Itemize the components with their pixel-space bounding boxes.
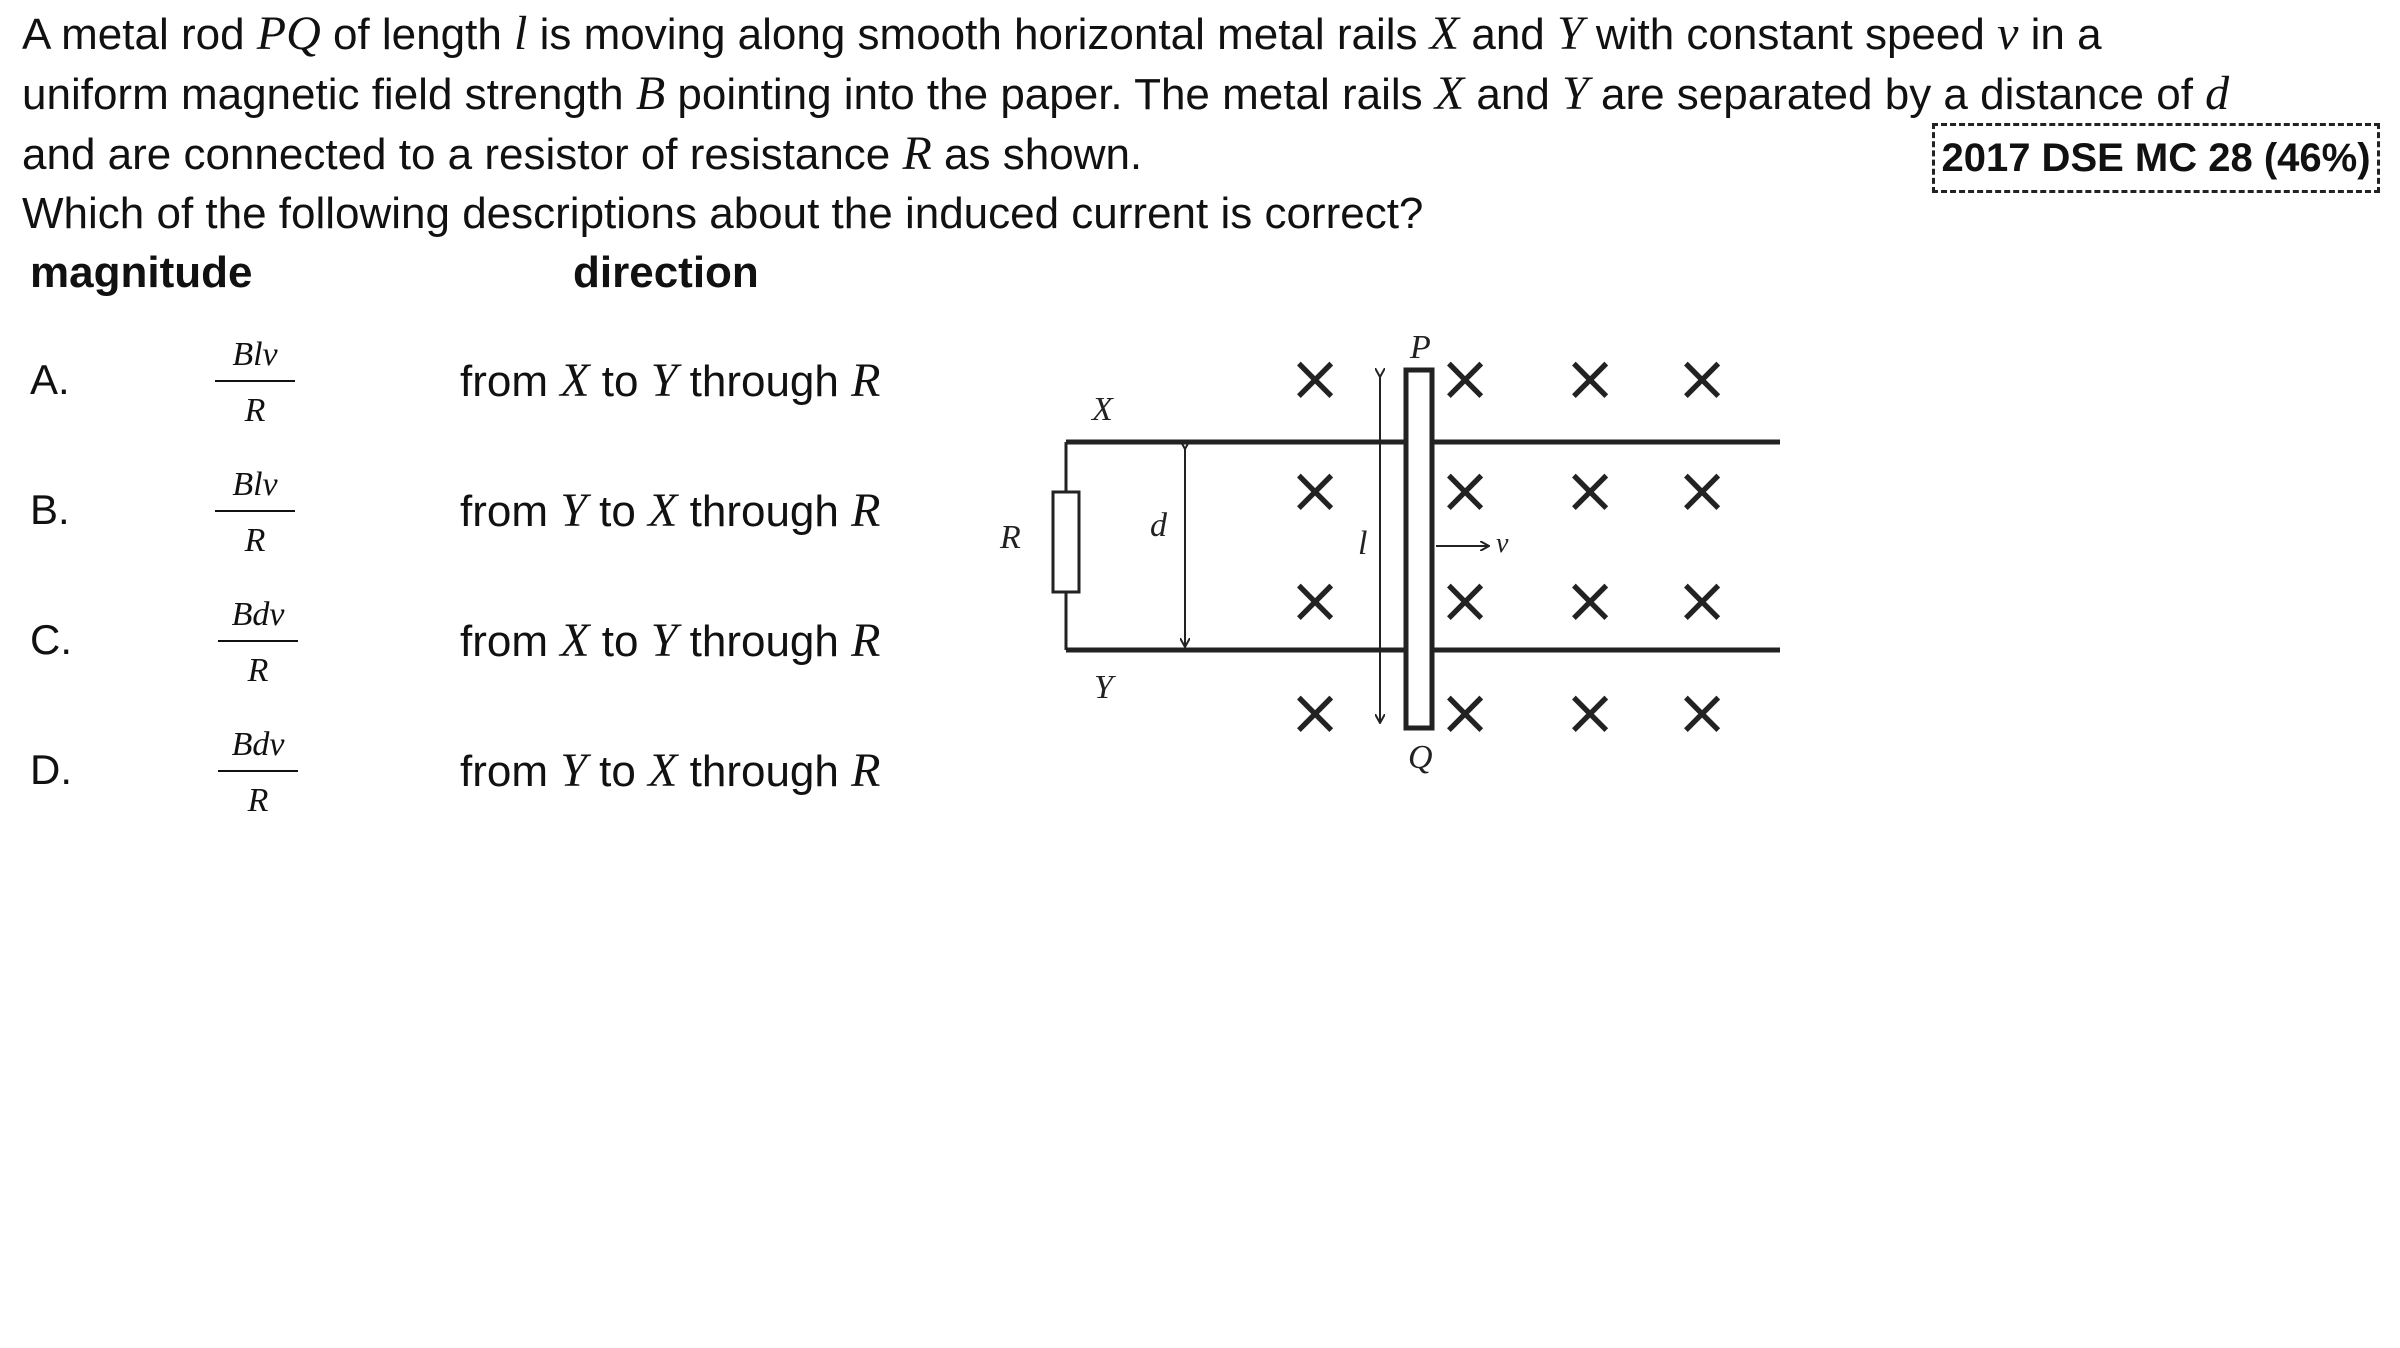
direction-text: from — [460, 747, 561, 796]
math-symbol: Y — [650, 354, 678, 407]
math-symbol: R — [902, 127, 932, 180]
field-cross-icon: × — [1288, 454, 1342, 528]
math-symbol: Y — [560, 744, 587, 797]
math-symbol: X — [560, 354, 590, 407]
question-text: and are connected to a resistor of resistance — [22, 130, 903, 179]
option-direction — [460, 743, 880, 798]
field-cross-icon: × — [1675, 342, 1729, 416]
question-text: as shown. — [931, 130, 1143, 179]
math-symbol: X — [648, 744, 678, 797]
field-cross-icon: × — [1438, 454, 1492, 528]
option-magnitude — [215, 466, 295, 560]
direction-text: to — [589, 617, 651, 666]
direction-text: through — [677, 747, 852, 796]
question-text: with constant speed — [1583, 10, 1998, 59]
math-symbol: X — [560, 614, 590, 667]
field-cross-icon: × — [1288, 564, 1342, 638]
field-cross-icon: × — [1438, 676, 1492, 750]
math-symbol: d — [2205, 67, 2230, 120]
question-text: uniform magnetic field strength — [22, 70, 636, 119]
magnetic-field-markers — [1288, 342, 1729, 750]
direction-text: from — [460, 357, 561, 406]
label-l: l — [1358, 525, 1368, 562]
direction-text: to — [586, 487, 649, 536]
math-symbol: R — [851, 744, 881, 797]
field-cross-icon: × — [1288, 342, 1342, 416]
metal-rod — [1406, 370, 1432, 728]
question-text: is moving along smooth horizontal metal rails — [527, 10, 1430, 59]
option-letter: A. — [30, 356, 70, 403]
question-text: of length — [320, 10, 515, 59]
label-r: R — [1000, 519, 1021, 556]
option-magnitude — [218, 596, 298, 690]
math-symbol: X — [1434, 67, 1465, 120]
direction-text: through — [677, 487, 852, 536]
option-magnitude — [218, 726, 298, 820]
source-tag: 2017 DSE MC 28 (46%) — [1932, 123, 2380, 193]
question-text: and — [1464, 70, 1563, 119]
math-symbol: PQ — [256, 7, 321, 60]
option-letter: C. — [30, 616, 72, 663]
field-cross-icon: × — [1563, 342, 1617, 416]
question-text: in a — [2018, 10, 2102, 59]
math-symbol: R — [851, 614, 881, 667]
direction-text: through — [677, 357, 852, 406]
fraction-denominator: R — [244, 392, 266, 429]
field-cross-icon: × — [1675, 454, 1729, 528]
question-line-2 — [22, 64, 2229, 125]
math-symbol: R — [851, 484, 881, 537]
math-symbol: Y — [650, 614, 678, 667]
fraction-numerator: Bdv — [218, 726, 298, 772]
label-v: v — [1496, 528, 1509, 559]
question-text: A metal rod — [22, 10, 257, 59]
resistor — [1053, 492, 1079, 592]
option-magnitude — [215, 336, 295, 430]
magnitude-header: magnitude — [30, 248, 253, 297]
option-direction — [460, 353, 880, 408]
math-symbol: X — [648, 484, 678, 537]
field-cross-icon: × — [1438, 564, 1492, 638]
math-symbol: R — [851, 354, 881, 407]
option-direction — [460, 613, 880, 668]
fraction-denominator: R — [247, 652, 269, 689]
question-text: pointing into the paper. The metal rails — [665, 70, 1435, 119]
math-symbol: v — [1997, 7, 2019, 60]
option-letter: D. — [30, 746, 72, 793]
direction-text: to — [589, 357, 651, 406]
field-cross-icon: × — [1563, 564, 1617, 638]
label-p: P — [1410, 329, 1431, 366]
fraction-denominator: R — [244, 522, 266, 559]
math-symbol: Y — [560, 484, 587, 537]
label-d: d — [1150, 507, 1167, 544]
direction-text: to — [586, 747, 649, 796]
math-symbol: X — [1429, 7, 1460, 60]
label-x: X — [1092, 391, 1113, 428]
fraction-denominator: R — [247, 782, 269, 819]
label-y: Y — [1094, 669, 1113, 706]
math-symbol: l — [514, 7, 528, 60]
label-q: Q — [1408, 739, 1433, 776]
fraction-numerator: Blv — [215, 466, 295, 512]
fraction-numerator: Bdv — [218, 596, 298, 642]
math-symbol: B — [635, 67, 666, 120]
question-text: are separated by a distance of — [1588, 70, 2206, 119]
question-line-3 — [22, 124, 1142, 185]
field-cross-icon: × — [1288, 676, 1342, 750]
field-cross-icon: × — [1563, 676, 1617, 750]
field-cross-icon: × — [1438, 342, 1492, 416]
option-letter: B. — [30, 486, 70, 533]
option-direction — [460, 483, 880, 538]
question-line-1 — [22, 4, 2102, 65]
math-symbol: Y — [1557, 7, 1584, 60]
field-cross-icon: × — [1675, 676, 1729, 750]
math-symbol: Y — [1562, 67, 1589, 120]
direction-header: direction — [573, 248, 759, 297]
circuit-diagram — [980, 320, 1780, 790]
field-cross-icon: × — [1563, 454, 1617, 528]
direction-text: from — [460, 487, 561, 536]
direction-text: through — [677, 617, 852, 666]
question-text: and — [1459, 10, 1557, 59]
direction-text: from — [460, 617, 561, 666]
fraction-numerator: Blv — [215, 336, 295, 382]
question-line-4: Which of the following descriptions about the induced current is correct? — [22, 189, 1424, 238]
field-cross-icon: × — [1675, 564, 1729, 638]
